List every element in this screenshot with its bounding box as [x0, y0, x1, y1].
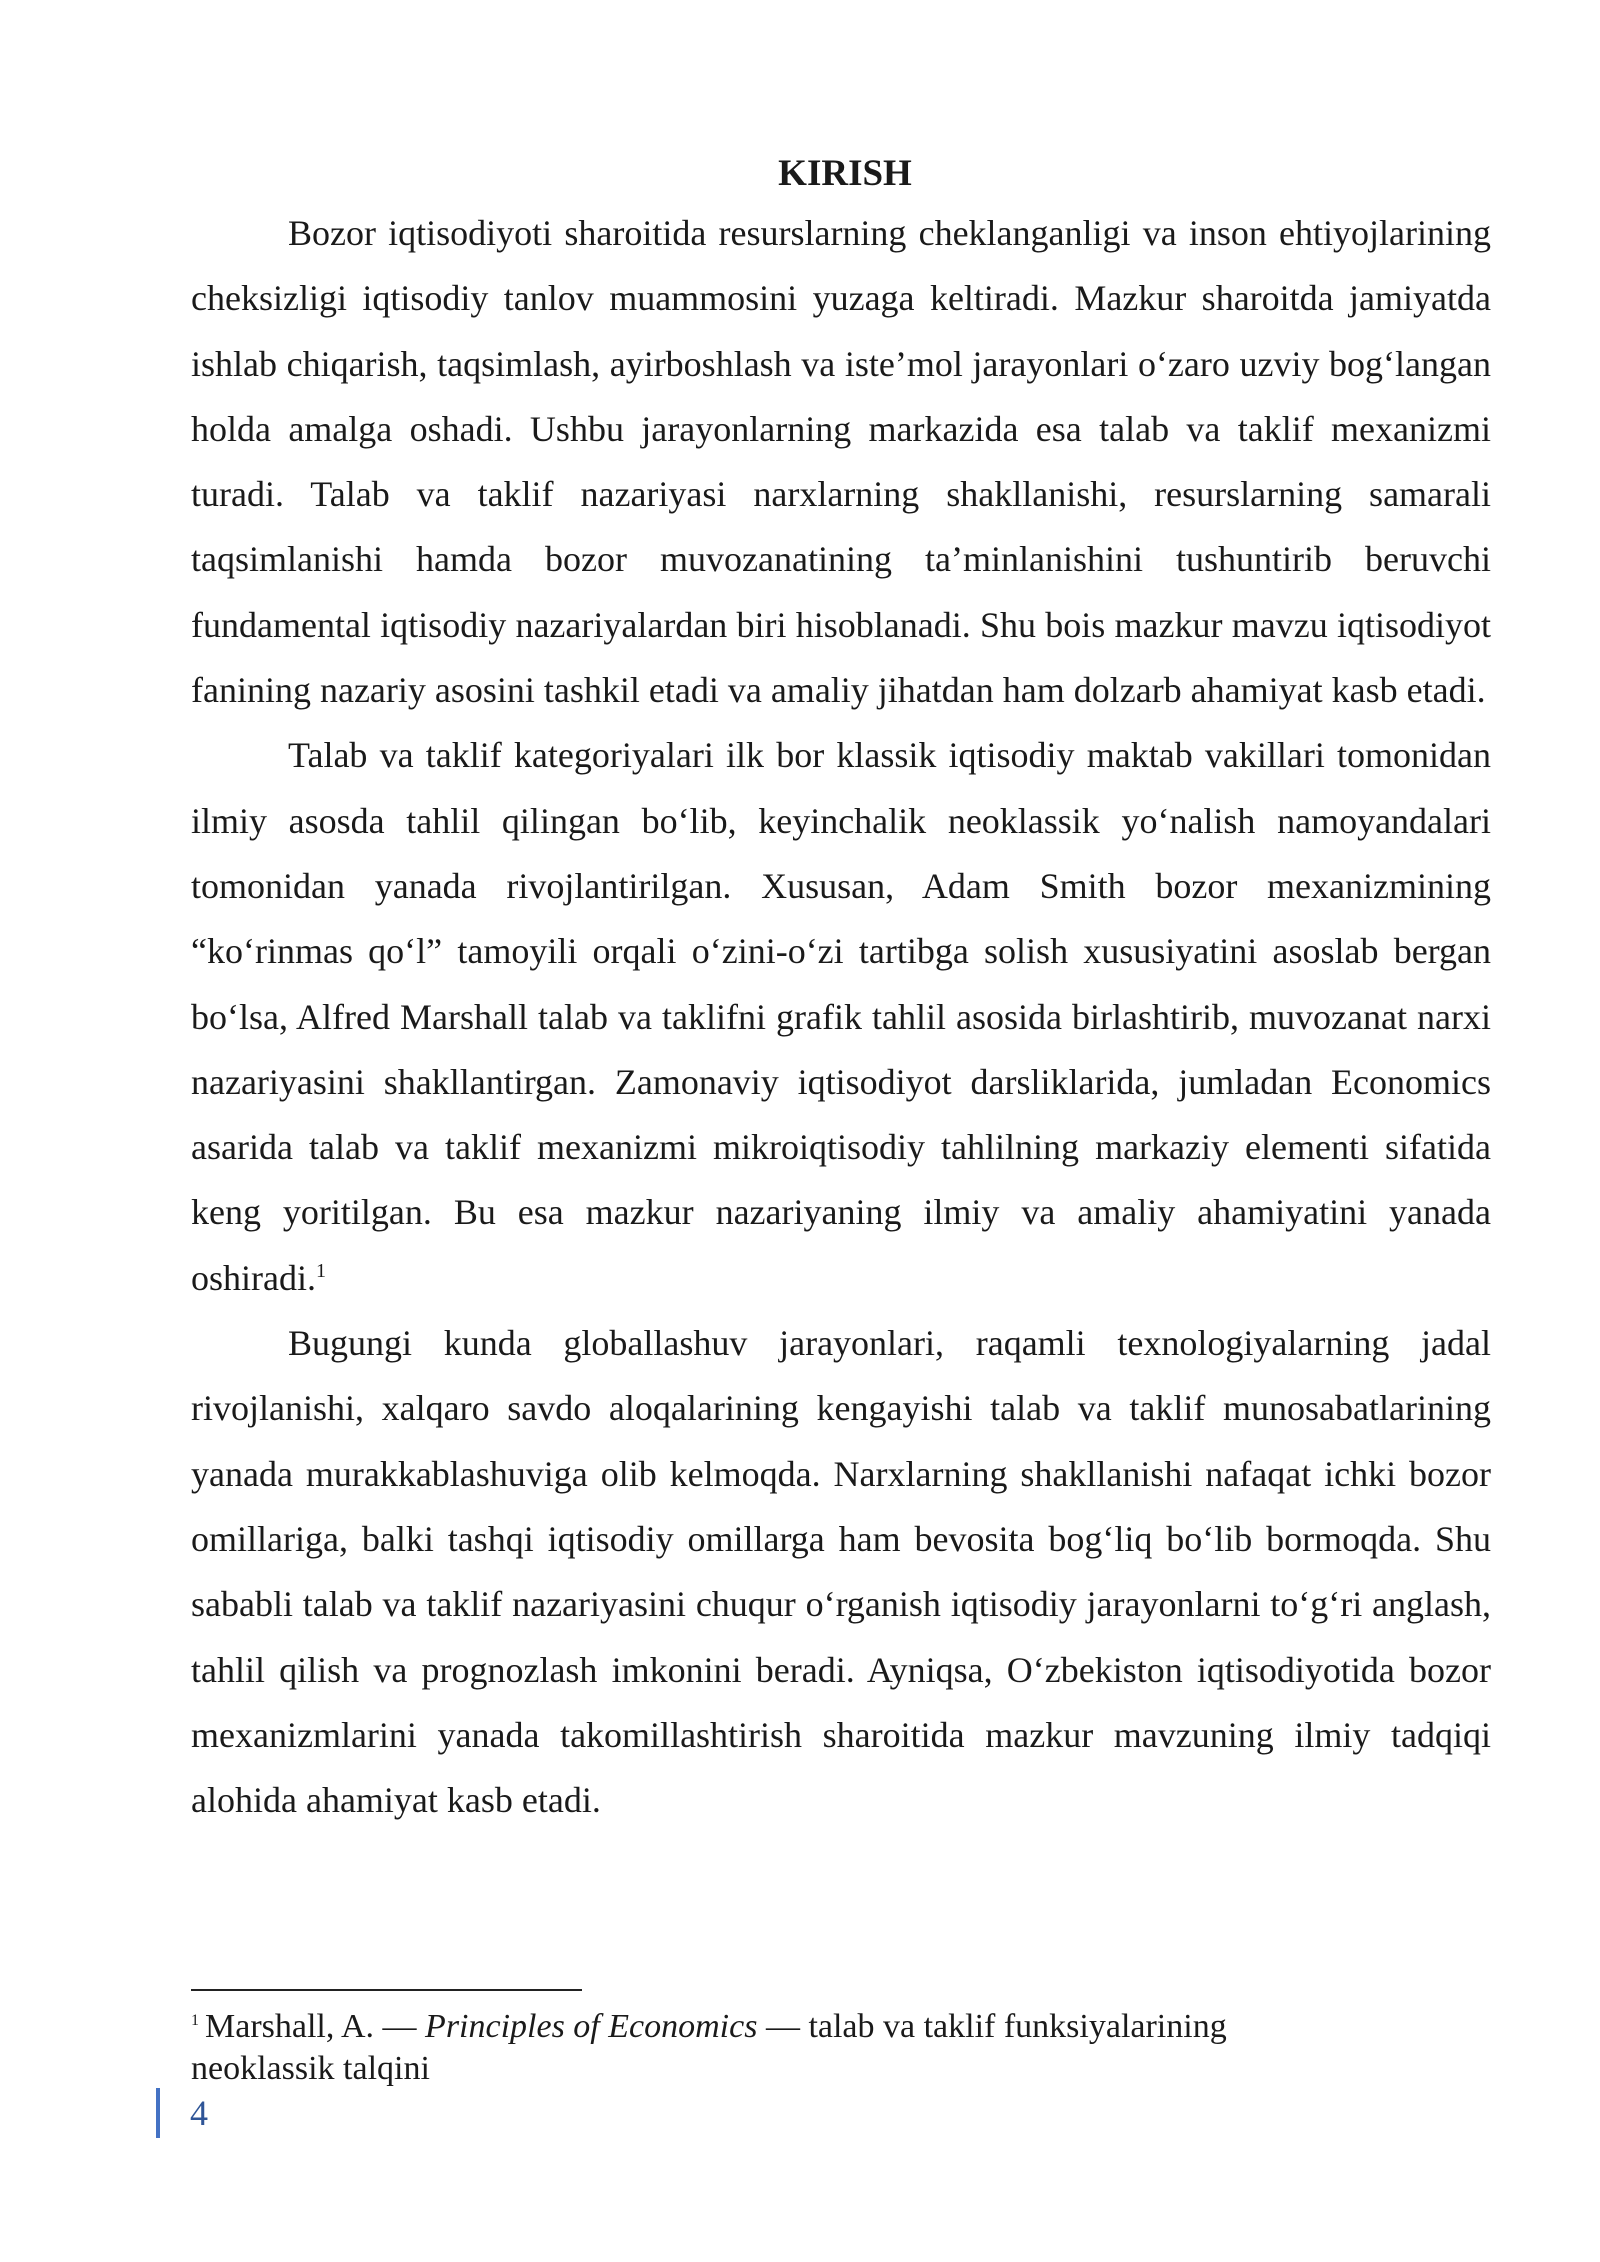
- body-text: [191, 201, 1491, 1833]
- paragraph-2-text: Talab va taklif kategoriyalari ilk bor klassik iqtisodiy maktab vakillari tomonidan ilmiy asosda tahlil qilingan bo‘lib, keyinchalik neoklassik yo‘nalish namoyandalari tomonidan yanada rivojlantirilgan. Xususan, Adam Smith bozor mexanizmining “ko‘rinmas qo‘l” tamoyili orqali o‘zini-o‘zi tartibga solish xususiyatini asoslab bergan bo‘lsa, Alfred Marshall talab va taklifni grafik tahlil asosida birlashtirib, muvozanat narxi nazariyasini shakllantirgan. Zamonaviy iqtisodiyot darsliklarida, jumladan Economics asarida talab va taklif mexanizmi mikroiqtisodiy tahlilning markaziy elementi sifatida keng yoritilgan. Bu esa mazkur nazariyaning ilmiy va amaliy ahamiyatini yanada oshiradi.: [191, 735, 1491, 1298]
- footnote-author: Marshall, A. —: [205, 2008, 426, 2045]
- footnote-number: 1: [191, 2011, 199, 2029]
- footnote-separator: [191, 1989, 582, 1991]
- footnote-reference[interactable]: 1: [315, 1259, 326, 1282]
- footnote-book-title: Principles of Economics: [425, 2008, 758, 2045]
- page-number: 4: [190, 2093, 208, 2133]
- section-heading: KIRISH: [778, 153, 912, 194]
- page-number-block: [156, 2085, 208, 2141]
- paragraph-1: Bozor iqtisodiyoti sharoitida resurslarning cheklanganligi va inson ehtiyojlarining cheksizligi iqtisodiy tanlov muammosini yuzaga keltiradi. Mazkur sharoitda jamiyatda ishlab chiqarish, taqsimlash, ayirboshlash va iste’mol jarayonlari o‘zaro uzviy bog‘langan holda amalga oshadi. Ushbu jarayonlarning markazida esa talab va taklif mexanizmi turadi. Talab va taklif nazariyasi narxlarning shakllanishi, resurslarning samarali taqsimlanishi hamda bozor muvozanatining ta’minlanishini tushuntirib beruvchi fundamental iqtisodiy nazariyalardan biri hisoblanadi. Shu bois mazkur mavzu iqtisodiyot fanining nazariy asosini tashkil etadi va amaliy jihatdan ham dolzarb ahamiyat kasb etadi.: [191, 213, 1491, 711]
- footnote: [191, 2006, 1371, 2090]
- footnote-description: — talab va taklif funksiyalarining neoklassik talqini: [191, 2008, 1227, 2087]
- paragraph-3: Bugungi kunda globallashuv jarayonlari, raqamli texnologiyalarning jadal rivojlanishi, xalqaro savdo aloqalarining kengayishi talab va taklif munosabatlarining yanada murakkablashuviga olib kelmoqda. Narxlarning shakllanishi nafaqat ichki bozor omillariga, balki tashqi iqtisodiy omillarga ham bevosita bog‘liq bo‘lib bormoqda. Shu sababli talab va taklif nazariyasini chuqur o‘rganish iqtisodiy jarayonlarni to‘g‘ri anglash, tahlil qilish va prognozlash imkonini beradi. Ayniqsa, O‘zbekiston iqtisodiyotida bozor mexanizmlarini yanada takomillashtirish sharoitida mazkur mavzuning ilmiy tadqiqi alohida ahamiyat kasb etadi.: [191, 1323, 1491, 1821]
- paragraph-2: [191, 723, 1491, 1311]
- page-number-bar: [156, 2088, 160, 2138]
